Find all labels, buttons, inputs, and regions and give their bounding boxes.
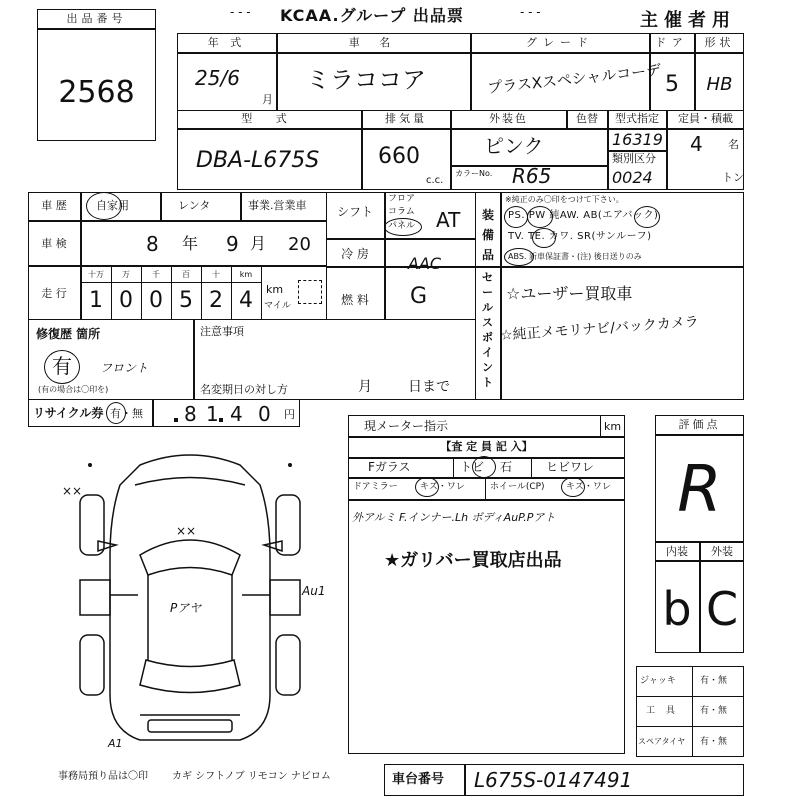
tobi-circle-mark — [472, 456, 496, 478]
panel-circle-mark — [384, 218, 422, 236]
name-change-day: 日まで — [408, 379, 450, 395]
mileage-label: 走 行 — [41, 287, 67, 300]
rating-value: R — [677, 453, 722, 527]
inspection-year-value: 8 — [146, 232, 159, 256]
diagram-mark: ×× — [62, 484, 83, 498]
displacement-value: 660 — [378, 144, 420, 169]
interior-value: b — [662, 582, 692, 636]
pw-circle-mark — [527, 206, 553, 228]
body-label: 形状 — [704, 36, 735, 49]
te-circle-mark — [532, 228, 556, 248]
shift-floor[interactable]: フロア — [388, 194, 416, 204]
ac-value: AAC — [408, 254, 442, 273]
mileage-digit: 0 — [149, 288, 163, 313]
equipment-line2: TV. TE. カワ. SR(サンルーフ) — [508, 231, 652, 242]
mileage-digit: 0 — [119, 288, 133, 313]
month-suffix: 月 — [262, 93, 273, 106]
fuel-value: G — [410, 284, 428, 309]
digit-label: 千 — [152, 270, 160, 279]
mirror-label: ドアミラー — [353, 482, 398, 492]
gulliver-stamp: ★ガリバー買取店出品 — [384, 550, 562, 571]
document-title: KCAA.グループ 出品票 — [280, 6, 464, 25]
year-unit: 年 — [182, 234, 199, 253]
car-damage-diagram — [50, 445, 330, 755]
color-change-label: 色替 — [576, 112, 598, 125]
capacity-value: 4 — [690, 132, 703, 156]
jack-label: ジャッキ — [640, 676, 676, 686]
color-no-label: カラーNo. — [455, 169, 493, 178]
lot-number-value: 2568 — [58, 75, 135, 110]
mileage-digit: 4 — [239, 288, 253, 313]
corner-mark: - - - — [230, 5, 251, 19]
mirror-options[interactable]: キズ・ワレ — [420, 482, 465, 492]
shift-panel[interactable]: パネル — [388, 221, 416, 231]
name-label: 車 名 — [348, 36, 399, 49]
equipment-line1: PS. PW 純AW. AB(エアバック) — [508, 210, 659, 221]
model-value: DBA-L675S — [196, 148, 320, 173]
car-name-value: ミラココア — [306, 66, 426, 94]
repair-value: 有 — [52, 354, 72, 378]
capacity-unit: 名 — [728, 138, 739, 151]
inspection-label: 車 検 — [41, 237, 67, 250]
recycle-label: リサイクル券 — [33, 406, 104, 420]
chassis-label: 車台番号 — [392, 772, 445, 787]
repair-note: フロント — [100, 361, 149, 375]
digit-label: 万 — [122, 270, 130, 279]
ton-unit: トン — [722, 171, 744, 184]
history-business[interactable]: 事業.営業車 — [248, 199, 307, 212]
tools-options[interactable]: 有・無 — [700, 706, 728, 716]
exterior-value: C — [705, 582, 739, 636]
shift-column[interactable]: コラム — [388, 207, 415, 217]
office-items: カギ シフトノブ リモコン ナビロム — [172, 771, 331, 782]
inspection-month-value: 9 — [226, 232, 239, 256]
doors-label: ドア — [655, 36, 689, 49]
inspection-day-value: 20 — [288, 234, 311, 255]
month-unit: 月 — [250, 234, 267, 253]
wheel-circle-mark — [561, 477, 585, 497]
ac-label: 冷 房 — [341, 247, 369, 261]
name-change-label: 名変期日の対し方 — [200, 383, 288, 396]
repair-label: 修復歴 箇所 — [36, 327, 101, 341]
chassis-value: L675S-0147491 — [474, 768, 633, 792]
model-label: 型 式 — [241, 112, 297, 125]
history-label: 車 歴 — [41, 199, 67, 212]
recycle-digit: 8 — [184, 402, 197, 426]
spare-options[interactable]: 有・無 — [700, 737, 728, 747]
wheel-options[interactable]: キズ・ワレ — [566, 482, 611, 492]
private-circle-mark — [86, 192, 122, 220]
office-note: 事務局預り品は〇印 — [58, 771, 148, 782]
history-rental[interactable]: レンタ — [178, 199, 211, 212]
inspector-handwritten-note: 外アルミ F.インナー.Lh ボディAuP.Pアト — [352, 511, 556, 524]
equipment-note: ※純正のみ〇印をつけて下さい。 — [505, 195, 624, 204]
recycle-options[interactable]: 有・無 — [110, 407, 143, 420]
diagram-mark: Au1 — [302, 584, 326, 598]
cc-label: c.c. — [426, 175, 444, 186]
mile-label: マイル — [264, 301, 291, 311]
class-value: 0024 — [612, 168, 653, 187]
tobi-label[interactable]: トビ — [460, 460, 485, 474]
mirror-circle-mark — [415, 477, 439, 497]
crack-label[interactable]: ヒビワレ — [546, 460, 595, 474]
ab-circle-mark — [634, 206, 660, 228]
recycle-circle-mark — [106, 402, 126, 424]
exterior-label: 外装 — [711, 545, 733, 558]
inspector-header: 【査 定 員 記 入】 — [440, 440, 533, 453]
diagram-mark: ×× — [176, 524, 197, 538]
exterior-color-label: 外装色 — [489, 112, 528, 125]
shift-label: シフト — [336, 205, 373, 219]
notes-label: 注意事項 — [200, 325, 244, 338]
f-glass-label: Fガラス — [368, 460, 411, 474]
sales-line1: ☆ユーザー買取車 — [506, 284, 633, 303]
recycle-digit: 0 — [258, 402, 271, 426]
year-value: 25/6 — [195, 66, 240, 90]
meter-label: 現メーター指示 — [364, 419, 449, 433]
mileage-unit-box — [298, 280, 322, 304]
equipment-line3: ABS. 新車保証書・(注) 後日送りのみ — [508, 252, 642, 261]
digit-label: 十万 — [88, 270, 104, 279]
repair-circle-mark — [44, 350, 80, 384]
mileage-digit: 1 — [89, 288, 103, 313]
ishi-label[interactable]: 石 — [500, 460, 513, 474]
rating-label: 評価点 — [678, 418, 721, 431]
diagram-mark: Pアヤ — [170, 601, 202, 615]
km-label: km — [266, 283, 284, 296]
digit-label: 百 — [182, 270, 190, 279]
recycle-digit: 1 — [206, 402, 219, 426]
type-spec-label: 型式指定 — [615, 112, 659, 125]
ps-circle-mark — [504, 206, 528, 228]
color-no-value: R65 — [512, 164, 552, 188]
meter-km: km — [604, 420, 622, 433]
diagram-mark: A1 — [108, 737, 123, 750]
fuel-label: 燃 料 — [341, 293, 369, 307]
year-label: 年 式 — [207, 36, 246, 49]
history-private[interactable]: 自家用 — [96, 199, 129, 212]
jack-options[interactable]: 有・無 — [700, 676, 728, 686]
capacity-label: 定員・積載 — [678, 112, 733, 125]
sales-point-label: セールスポイント — [482, 271, 493, 389]
grade-label: グレード — [526, 36, 594, 49]
equipment-label: 装備品 — [482, 208, 495, 262]
displacement-label: 排気量 — [385, 112, 427, 125]
doors-value: 5 — [665, 72, 679, 97]
shift-value: AT — [436, 208, 461, 232]
organizer-label: 主催者用 — [640, 10, 736, 31]
mileage-digit: 2 — [209, 288, 223, 313]
recycle-digit: 4 — [230, 402, 243, 426]
grade-value: プラスXスペシャルコーデ — [486, 60, 662, 98]
digit-label: km — [239, 270, 253, 279]
type-spec-value: 16319 — [612, 130, 663, 149]
wheel-label: ホイール(CP) — [490, 482, 545, 492]
repair-hint: (有の場合は〇印を) — [38, 385, 109, 394]
digit-label: 十 — [212, 270, 220, 279]
spare-label: スペアタイヤ — [638, 737, 686, 746]
sales-line2: ☆純正メモリナビ/バックカメラ — [499, 314, 700, 344]
exterior-color-value: ピンク — [484, 134, 544, 158]
body-value: HB — [706, 74, 733, 95]
recycle-yen: 円 — [284, 408, 295, 421]
class-label: 類別区分 — [612, 152, 656, 165]
abs-circle-mark — [504, 248, 534, 266]
interior-label: 内装 — [666, 545, 688, 558]
name-change-month: 月 — [358, 379, 372, 395]
lot-number-label: 出品番号 — [66, 12, 127, 25]
tools-label: 工 具 — [646, 706, 679, 716]
corner-mark: - - - — [520, 5, 541, 19]
mileage-digit: 5 — [179, 288, 193, 313]
